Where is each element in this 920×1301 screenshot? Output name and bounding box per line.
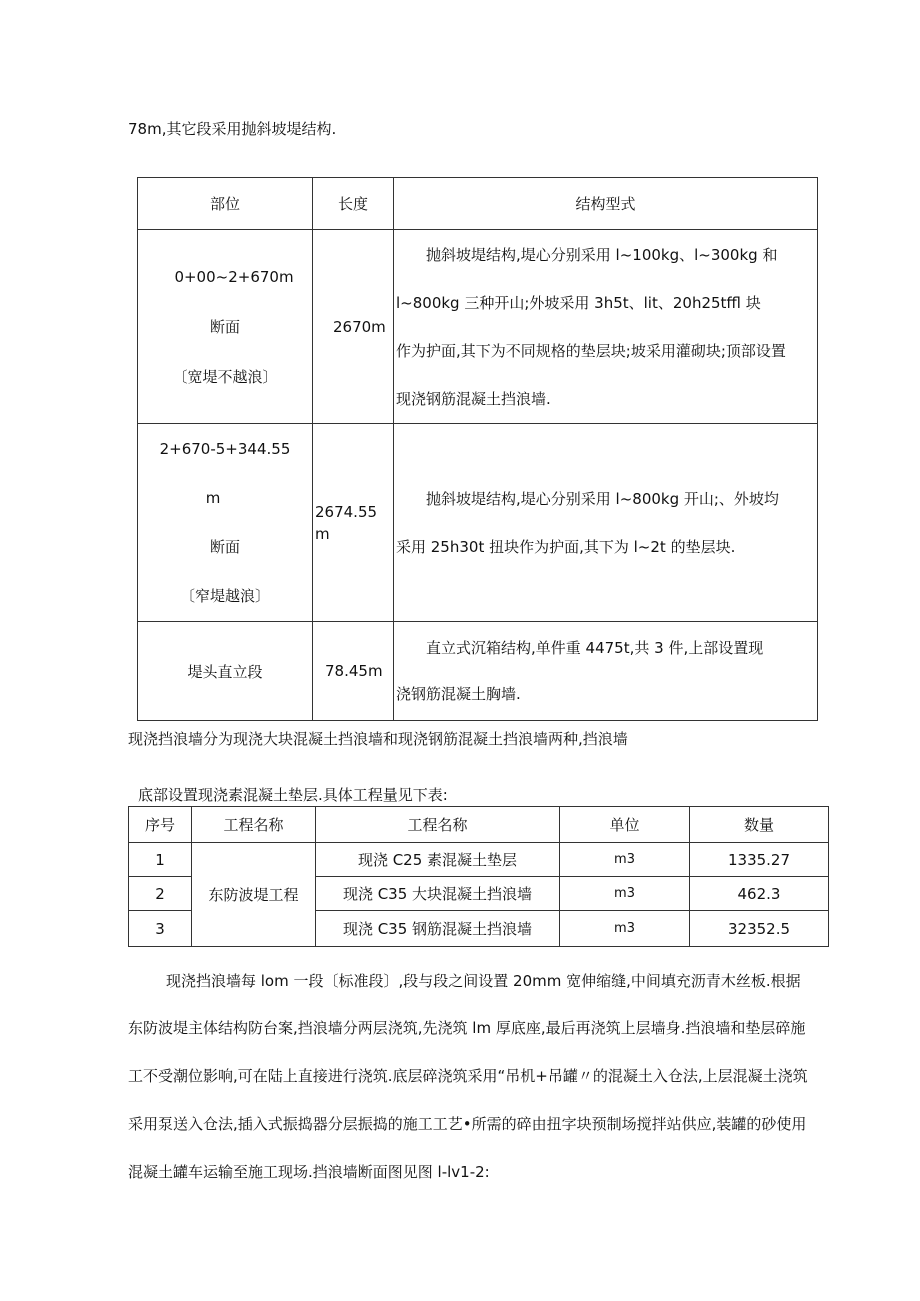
row-unit: m3 [560, 911, 690, 947]
row-name: 现浇 C35 大块混凝土挡浪墙 [316, 877, 560, 911]
row-qty: 1335.27 [690, 843, 829, 877]
row2-length: 2674.55 m [313, 424, 394, 622]
row1-length: 2670m [313, 230, 394, 424]
header-length: 长度 [313, 178, 394, 230]
row-unit: m3 [560, 877, 690, 911]
table-header-row [129, 807, 829, 843]
table-header-row [138, 178, 818, 230]
header-unit: 单位 [560, 807, 690, 843]
quantity-table [128, 806, 829, 947]
header-location: 部位 [138, 178, 313, 230]
row-qty: 32352.5 [690, 911, 829, 947]
body-line: 采用泵送入仓法,插入式振捣器分层振捣的施工工艺•所需的碎由扭字块预制场搅拌站供应,装罐的砂使用 [128, 1115, 807, 1133]
body-line: 混凝土罐车运输至施工现场.挡浪墙断面图见图 l-lv1-2: [128, 1163, 490, 1181]
body-line: 东防波堤主体结构防台案,挡浪墙分两层浇筑,先浇筑 lm 厚底座,最后再浇筑上层墙身.挡浪墙和垫层碎施 [128, 1019, 806, 1037]
row-name: 现浇 C35 钢筋混凝土挡浪墙 [316, 911, 560, 947]
row1-location: 0+00~2+670m 断面 〔宽堤不越浪〕 [138, 230, 313, 424]
row2-structure: 抛斜坡堤结构,堤心分别采用 l~800kg 开山;、外坡均 采用 25h30t 扭块作为护面,其下为 l~2t 的垫层块. [394, 424, 818, 622]
row-unit: m3 [560, 843, 690, 877]
row-no: 1 [129, 843, 192, 877]
table-row [138, 230, 818, 424]
header-structure: 结构型式 [394, 178, 818, 230]
header-no: 序号 [129, 807, 192, 843]
body-line: 现浇挡浪墙每 lom 一段〔标准段〕,段与段之间设置 20mm 宽伸缩缝,中间填充沥青木丝板.根据 [166, 972, 801, 990]
header-item: 工程名称 [316, 807, 560, 843]
row2-location: 2+670-5+344.55 m 断面 〔窄堤越浪〕 [138, 424, 313, 622]
header-qty: 数量 [690, 807, 829, 843]
table-row [138, 424, 818, 622]
paragraph-1: 现浇挡浪墙分为现浇大块混凝土挡浪墙和现浇钢筋混凝土挡浪墙两种,挡浪墙 [128, 730, 628, 748]
row-name: 现浇 C25 素混凝土垫层 [316, 843, 560, 877]
row-no: 3 [129, 911, 192, 947]
intro-line: 78m,其它段采用抛斜坡堤结构. [128, 120, 337, 138]
row3-length: 78.45m [313, 622, 394, 721]
header-project: 工程名称 [192, 807, 316, 843]
table-row [138, 622, 818, 721]
row1-structure: 抛斜坡堤结构,堤心分别采用 l~100kg、l~300kg 和 l~800kg 三种开山;外坡采用 3h5t、lit、20h25tffl 块 作为护面,其下为不同规格的垫层块;坡采用灌砌块;顶部设置 现浇钢筋混凝土挡浪墙. [394, 230, 818, 424]
paragraph-2: 底部设置现浇素混凝土垫层.具体工程量见下表: [138, 786, 448, 804]
row3-structure: 直立式沉箱结构,单件重 4475t,共 3 件,上部设置现 浇钢筋混凝土胸墙. [394, 622, 818, 721]
structure-table [137, 177, 818, 721]
group-name: 东防波堤工程 [192, 843, 316, 947]
table-row [129, 843, 829, 877]
row3-location: 堤头直立段 [138, 622, 313, 721]
row-no: 2 [129, 877, 192, 911]
row-qty: 462.3 [690, 877, 829, 911]
body-line: 工不受潮位影响,可在陆上直接进行浇筑.底层碎浇筑采用“吊机+吊罐〃的混凝土入仓法,上层混凝土浇筑 [128, 1067, 808, 1085]
